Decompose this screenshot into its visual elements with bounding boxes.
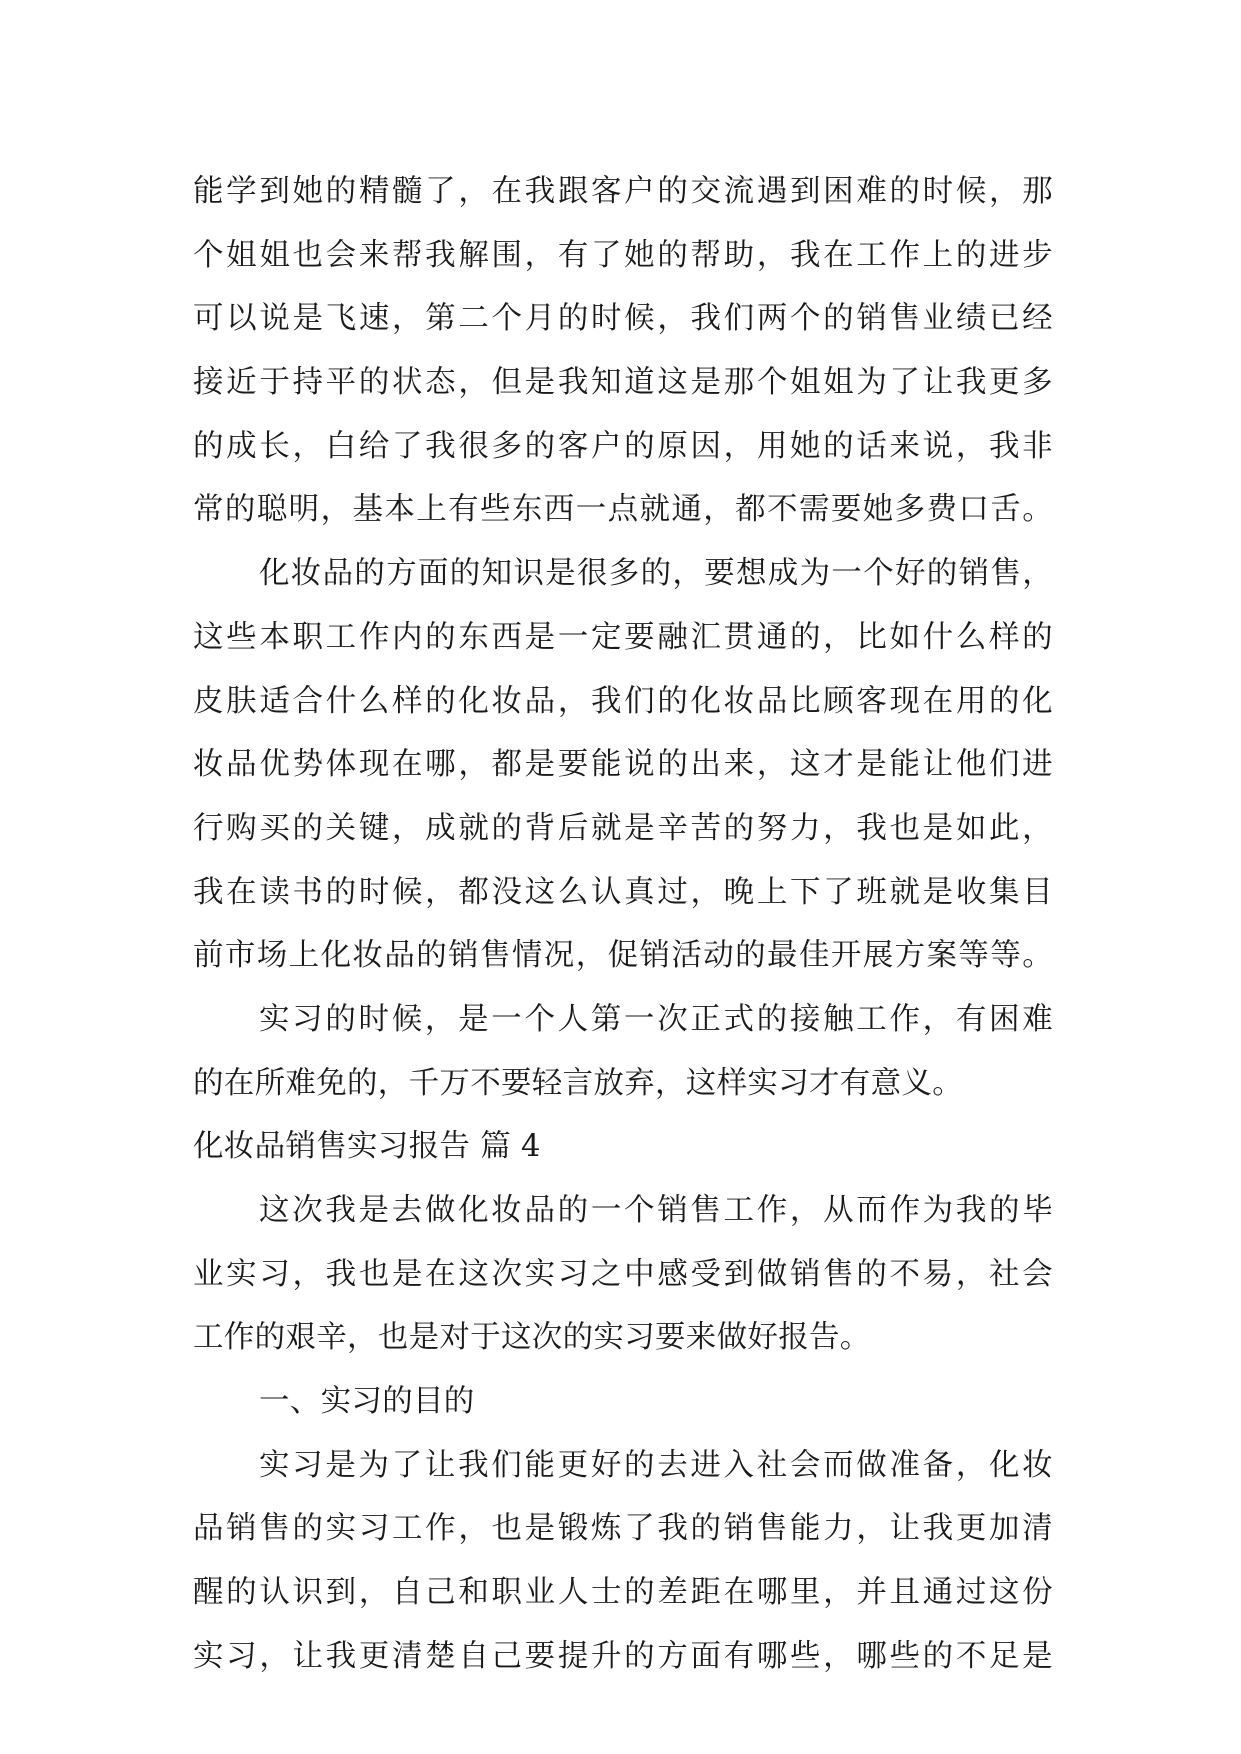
text-line: 醒的认识到，自己和职业人士的差距在哪里，并且通过这份 [193,1575,1053,1611]
text-line: 妆品优势体现在哪，都是要能说的出来，这才是能让他们进 [193,747,1053,783]
text-line: 品销售的实习工作，也是锻炼了我的销售能力，让我更加清 [193,1511,1053,1547]
text-line: 实习是为了让我们能更好的去进入社会而做准备，化妆 [259,1447,1053,1483]
subsection-heading: 一、实习的目的 [259,1384,475,1420]
text-line: 行购买的关键，成就的背后就是辛苦的努力，我也是如此， [193,810,1053,846]
section-heading: 化妆品销售实习报告 篇 4 [193,1129,541,1165]
text-line: 前市场上化妆品的销售情况，促销活动的最佳开展方案等等。 [193,938,1053,974]
text-line: 实习，让我更清楚自己要提升的方面有哪些，哪些的不足是 [193,1638,1053,1674]
text-line: 个姐姐也会来帮我解围，有了她的帮助，我在工作上的进步 [193,237,1053,273]
text-line: 能学到她的精髓了，在我跟客户的交流遇到困难的时候，那 [193,174,1053,209]
text-line: 我在读书的时候，都没这么认真过，晚上下了班就是收集目 [193,874,1053,910]
text-line: 业实习，我也是在这次实习之中感受到做销售的不易，社会 [193,1256,1053,1292]
text-line: 的成长，白给了我很多的客户的原因，用她的话来说，我非 [193,428,1053,464]
text-line: 这次我是去做化妆品的一个销售工作，从而作为我的毕 [259,1193,1053,1228]
body-text [193,160,1053,1689]
text-line: 这些本职工作内的东西是一定要融汇贯通的，比如什么样的 [193,619,1053,655]
text-line: 皮肤适合什么样的化妆品，我们的化妆品比顾客现在用的化 [193,683,1053,719]
text-line: 的在所难免的，千万不要轻言放弃，这样实习才有意义。 [193,1065,963,1101]
text-line: 常的聪明，基本上有些东西一点就通，都不需要她多费口舌。 [193,492,1053,528]
text-line: 可以说是飞速，第二个月的时候，我们两个的销售业绩已经 [193,301,1053,337]
text-line: 接近于持平的状态，但是我知道这是那个姐姐为了让我更多 [193,365,1053,401]
text-line: 化妆品的方面的知识是很多的，要想成为一个好的销售， [259,556,1053,592]
text-line: 实习的时候，是一个人第一次正式的接触工作，有困难 [259,1001,1053,1037]
text-line: 工作的艰辛，也是对于这次的实习要来做好报告。 [193,1320,871,1356]
